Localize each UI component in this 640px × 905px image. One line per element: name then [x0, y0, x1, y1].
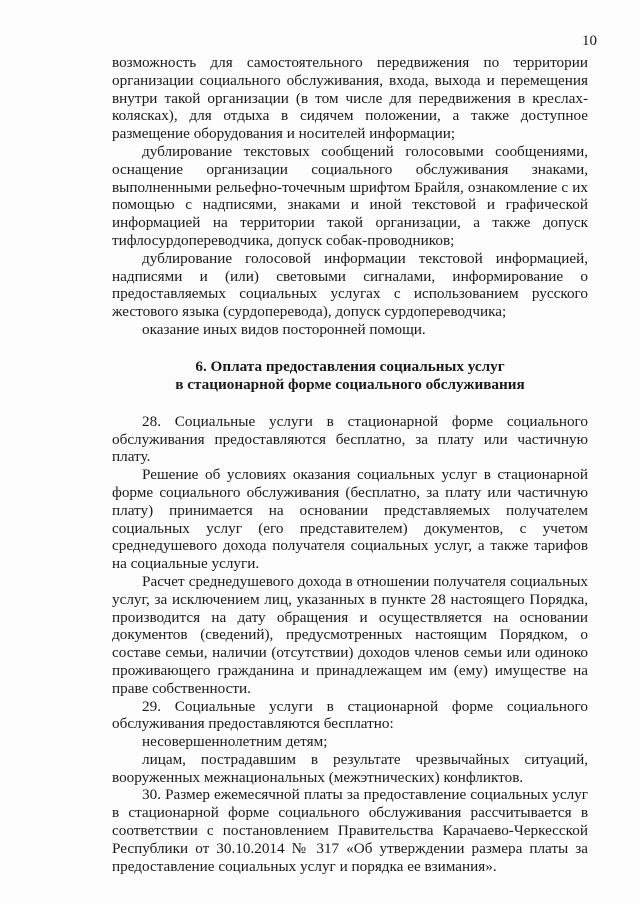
paragraph-minors: несовершеннолетним детям;: [142, 733, 328, 751]
section-heading-line-1: 6. Оплата предоставления социальных услуг: [195, 357, 505, 375]
paragraph-decision-conditions: Решение об условиях оказания социальных услуг в стационарной форме социального обслуживания (бесплатно, за плату или частичную плату) принимается на основании представляемых получателем социальных услуг (его представителем) документов, с учетом среднедушевого дохода получателя социальных услуг, а также тарифов на социальные услуги.: [112, 466, 588, 573]
paragraph-item-28: 28. Социальные услуги в стационарной форме социального обслуживания предоставляются бесплатно, за плату или частичную плату.: [112, 412, 588, 466]
paragraph-other-assistance: оказание иных видов посторонней помощи.: [142, 320, 426, 338]
paragraph-accessibility-movement: возможность для самостоятельного передвижения по территории организации социального обслуживания, входа, выхода и перемещения внутри такой организации (в том числе для передвижения в креслах-колясках), для отдыха в сидячем положении, а также доступное размещение оборудования и носителей информации;: [112, 54, 588, 143]
paragraph-item-29: 29. Социальные услуги в стационарной форме социального обслуживания предоставляются бесплатно:: [112, 697, 588, 733]
paragraph-voice-duplication: дублирование голосовой информации текстовой информацией, надписями и (или) световыми сигналами, информирование о предоставляемых социальных услугах с использованием русского жестового языка (сурдоперевода), допуск сурдопереводчика;: [112, 249, 588, 321]
section-heading-line-2: в стационарной форме социального обслуживания: [175, 375, 525, 393]
document-body: [112, 54, 588, 875]
section-heading: [112, 358, 588, 394]
paragraph-item-30: 30. Размер ежемесячной платы за предоставление социальных услуг в стационарной форме социального обслуживания рассчитывается в соответствии с постановлением Правительства Карачаево-Черкесской Республики от 30.10.2014 № 317 «Об утверждении размера платы за предоставление социальных услуг и порядка ее взимания».: [112, 786, 588, 875]
paragraph-emergency-victims: лицам, пострадавшим в результате чрезвычайных ситуаций, вооруженных межнациональных (межэтнических) конфликтов.: [112, 750, 588, 786]
page-number: 10: [582, 33, 597, 49]
paragraph-income-calculation: Расчет среднедушевого дохода в отношении получателя социальных услуг, за исключением лиц, указанных в пункте 28 настоящего Порядка, производится на дату обращения и осуществляется на основании документов (сведений), предусмотренных настоящим Порядком, о составе семьи, наличии (отсутствии) доходов членов семьи или одиноко проживающего гражданина и принадлежащем им (ему) имуществе на праве собственности.: [112, 572, 588, 697]
paragraph-text-duplication: дублирование текстовых сообщений голосовыми сообщениями, оснащение организации социального обслуживания знаками, выполненными рельефно-точечным шрифтом Брайля, ознакомление с их помощью с надписями, знаками и иной текстовой и графической информацией на территории такой организации, а также допуск тифлосурдопереводчика, допуск собак-проводников;: [112, 142, 588, 249]
